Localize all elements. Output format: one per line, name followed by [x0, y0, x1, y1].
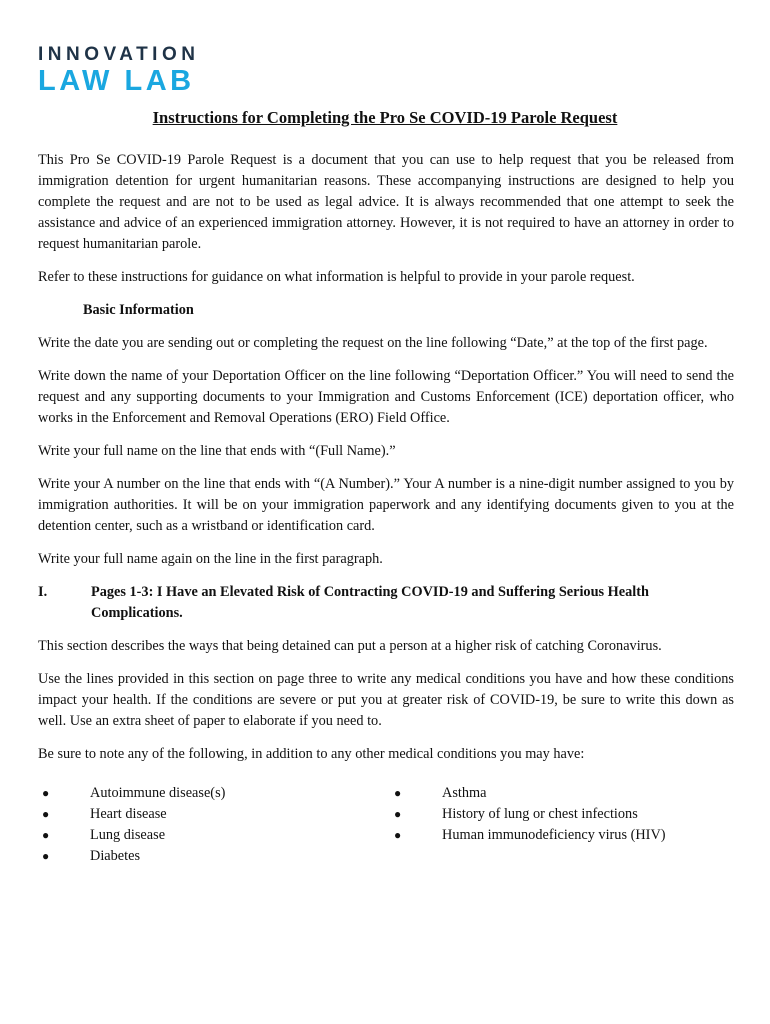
conditions-list-right: [390, 783, 730, 867]
basic-name-paragraph: Write your full name on the line that ends with “(Full Name).”: [38, 443, 396, 459]
intro-paragraph: This Pro Se COVID-19 Parole Request is a document that you can use to help request that you be released from immigration detention for urgent humanitarian reasons. These accompanying instructions are designed to help you complete the request and are not to be used as legal advice. It is always recommended that one attempt to seek the assistance and advice of an experienced immigration attorney. However, it is not required to have an attorney in order to request humanitarian parole.: [38, 152, 734, 252]
document-title: Instructions for Completing the Pro Se COVID-19 Parole Request: [152, 108, 618, 127]
list-item: ● Asthma: [390, 783, 730, 804]
logo-line-1: INNOVATION: [38, 44, 200, 65]
conditions-lists: [38, 783, 734, 867]
list-item: ● Autoimmune disease(s): [38, 783, 390, 804]
conditions-list-left: [38, 783, 390, 867]
bullet-icon: ●: [394, 828, 402, 842]
list-item: ● Diabetes: [38, 846, 390, 867]
document-body: [38, 150, 734, 867]
list-item: ● Heart disease: [38, 804, 390, 825]
bullet-icon: ●: [42, 849, 50, 863]
list-item: ● Lung disease: [38, 825, 390, 846]
bullet-icon: ●: [394, 807, 402, 821]
bullet-icon: ●: [394, 786, 402, 800]
basic-anumber-paragraph: Write your A number on the line that ends with “(A Number).” Your A number is a nine-digit number assigned to you by immigration authorities. It will be on your immigration paperwork and any identifying documents given to you at the detention center, such as a wristband or identification card.: [38, 476, 734, 534]
section-1-paragraph-2: Use the lines provided in this section on page three to write any medical conditions you have and how these conditions impact your health. If the conditions are severe or put you at greater risk of COVID-19, be sure to write this down as well. Use an extra sheet of paper to elaborate if you need to.: [38, 671, 734, 729]
section-1-title: Pages 1-3: I Have an Elevated Risk of Contracting COVID-19 and Suffering Serious Health Complications.: [91, 584, 649, 621]
refer-paragraph: Refer to these instructions for guidance on what information is helpful to provide in your parole request.: [38, 269, 635, 285]
basic-officer-paragraph: Write down the name of your Deportation Officer on the line following “Deportation Officer.” You will need to send the request and any supporting documents to your Immigration and Customs Enforcement (ICE) deportation officer, who works in the Enforcement and Removal Operations (ERO) Field Office.: [38, 368, 734, 426]
innovation-law-lab-logo: [38, 44, 228, 96]
list-item: ● Human immunodeficiency virus (HIV): [390, 825, 730, 846]
section-1-paragraph-1: This section describes the ways that being detained can put a person at a higher risk of catching Coronavirus.: [38, 638, 662, 654]
basic-name-again-paragraph: Write your full name again on the line in the first paragraph.: [38, 551, 383, 567]
logo-line-2: LAW LAB: [38, 65, 195, 97]
section-1-heading: [38, 582, 734, 624]
section-1-paragraph-3: Be sure to note any of the following, in addition to any other medical conditions you may have:: [38, 746, 585, 762]
bullet-icon: ●: [42, 807, 50, 821]
bullet-icon: ●: [42, 786, 50, 800]
basic-information-heading: Basic Information: [83, 302, 194, 318]
section-1-number: I.: [38, 584, 48, 600]
basic-date-paragraph: Write the date you are sending out or completing the request on the line following “Date,” at the top of the first page.: [38, 335, 708, 351]
list-item: ● History of lung or chest infections: [390, 804, 730, 825]
bullet-icon: ●: [42, 828, 50, 842]
